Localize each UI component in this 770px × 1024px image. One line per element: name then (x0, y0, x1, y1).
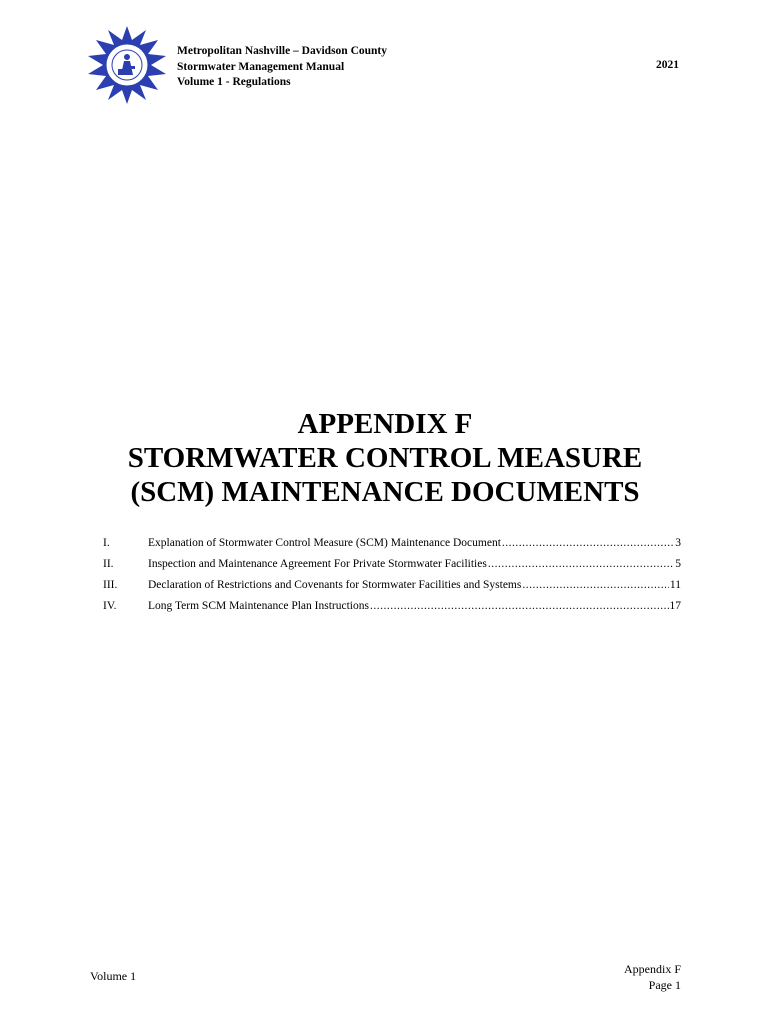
toc-entry-title: Inspection and Maintenance Agreement For Private Stormwater Facilities (148, 558, 487, 570)
document-header (177, 44, 387, 91)
toc-entry-title: Declaration of Restrictions and Covenants for Stormwater Facilities and Systems (148, 579, 522, 591)
toc-dot-leader (522, 579, 669, 591)
toc-entry-number: II. (103, 558, 114, 570)
toc-entry[interactable] (103, 579, 681, 600)
title-line-1: APPENDIX F (297, 408, 473, 440)
table-of-contents (103, 537, 681, 621)
footer-page-number: Page 1 (648, 978, 681, 992)
toc-entry-page: 17 (669, 600, 681, 612)
toc-dot-leader (370, 600, 669, 612)
toc-entry-page: 5 (675, 558, 681, 570)
footer-page-info (624, 961, 681, 993)
title-line-3: (SCM) MAINTENANCE DOCUMENTS (130, 476, 640, 508)
footer-appendix: Appendix F (624, 962, 681, 976)
header-manual-title: Stormwater Management Manual (177, 60, 345, 73)
toc-entry-title: Explanation of Stormwater Control Measure (SCM) Maintenance Document (148, 537, 501, 549)
toc-entry-number: I. (103, 537, 110, 549)
toc-entry[interactable] (103, 558, 681, 579)
toc-entry-number: III. (103, 579, 118, 591)
footer-volume: Volume 1 (90, 969, 137, 983)
header-year: 2021 (656, 59, 679, 71)
toc-entry-title: Long Term SCM Maintenance Plan Instructions (148, 600, 369, 612)
toc-dot-leader (502, 537, 674, 549)
toc-entry[interactable] (103, 537, 681, 558)
header-volume: Volume 1 - Regulations (177, 76, 291, 88)
title-line-2: STORMWATER CONTROL MEASURE (127, 442, 643, 474)
metro-nashville-seal-icon (88, 26, 166, 104)
page-title (0, 407, 770, 509)
toc-entry-page: 11 (669, 579, 681, 591)
header-organization: Metropolitan Nashville – Davidson County (177, 45, 388, 57)
toc-entry[interactable] (103, 600, 681, 621)
toc-entry-page: 3 (675, 537, 681, 549)
toc-entry-number: IV. (103, 600, 117, 612)
toc-dot-leader (488, 558, 674, 570)
